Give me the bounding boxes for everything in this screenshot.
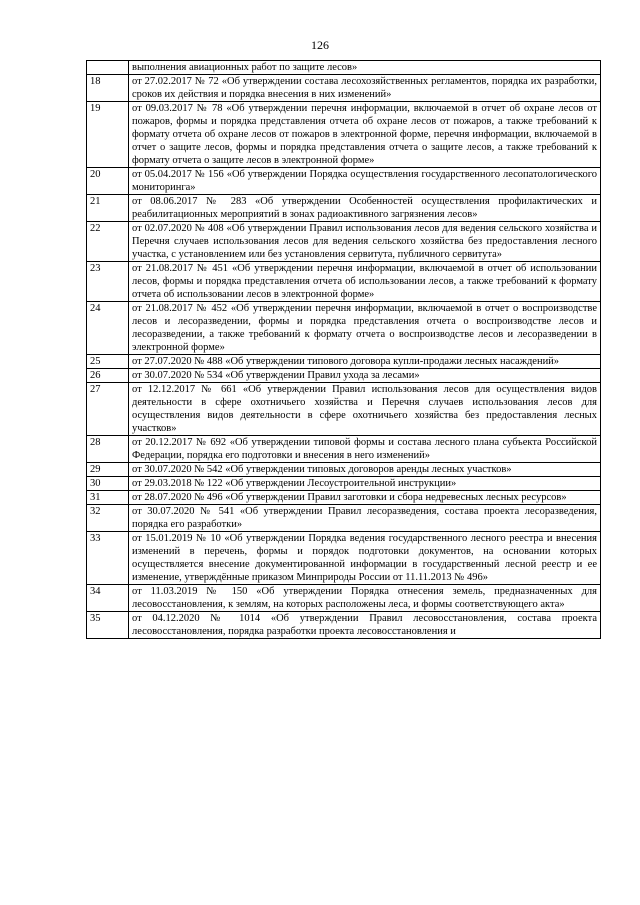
row-text: от 05.04.2017 № 156 «Об утверждении Порядка осуществления государственного лесопатологического мониторинга» — [129, 168, 601, 195]
regulations-table-body — [87, 61, 601, 639]
row-text: от 20.12.2017 № 692 «Об утверждении типовой формы и состава лесного плана субъекта Российской Федерации, порядка его подготовки и внесения в него изменений» — [129, 436, 601, 463]
row-text: от 08.06.2017 № 283 «Об утверждении Особенностей осуществления профилактических и реабилитационных мероприятий в зонах радиоактивного загрязнения лесов» — [129, 195, 601, 222]
row-number: 21 — [87, 195, 129, 222]
row-text: от 21.08.2017 № 452 «Об утверждении перечня информации, включаемой в отчет о воспроизводстве лесов и лесоразведении, формы и порядка представления отчета о воспроизводстве лесов и лесоразведении, а также требований к формату отчета о воспроизводстве лесов и лесоразведении в электронной форме» — [129, 302, 601, 355]
row-text: от 21.08.2017 № 451 «Об утверждении перечня информации, включаемой в отчет об использовании лесов, формы и порядка представления отчета об использовании лесов, а также требований к формату отчета об использовании лесов в электронной форме» — [129, 262, 601, 302]
table-row — [87, 491, 601, 505]
row-text: от 15.01.2019 № 10 «Об утверждении Порядка ведения государственного лесного реестра и внесения изменений в перечень, формы и порядок подготовки документов, на основании которых осуществляется внесение документированной информации в государственный лесной реестр и ее изменение, утверждённые приказом Минприроды России от 11.11.2013 № 496» — [129, 532, 601, 585]
row-number: 26 — [87, 369, 129, 383]
row-number: 27 — [87, 383, 129, 436]
row-text: от 29.03.2018 № 122 «Об утверждении Лесоустроительной инструкции» — [129, 477, 601, 491]
row-number: 25 — [87, 355, 129, 369]
row-text: от 30.07.2020 № 534 «Об утверждении Правил ухода за лесами» — [129, 369, 601, 383]
table-row — [87, 532, 601, 585]
table-row — [87, 75, 601, 102]
row-number — [87, 61, 129, 75]
table-row — [87, 585, 601, 612]
regulations-table — [86, 60, 601, 639]
table-row — [87, 383, 601, 436]
table-row — [87, 463, 601, 477]
row-number: 30 — [87, 477, 129, 491]
row-text: от 11.03.2019 № 150 «Об утверждении Порядка отнесения земель, предназначенных для лесовосстановления, к землям, на которых расположены леса, и формы соответствующего акта» — [129, 585, 601, 612]
table-row — [87, 195, 601, 222]
row-text: от 30.07.2020 № 541 «Об утверждении Правил лесоразведения, состава проекта лесоразведения, порядка его разработки» — [129, 505, 601, 532]
row-number: 23 — [87, 262, 129, 302]
table-row — [87, 168, 601, 195]
table-row — [87, 61, 601, 75]
row-number: 24 — [87, 302, 129, 355]
row-text: от 27.02.2017 № 72 «Об утверждении состава лесохозяйственных регламентов, порядка их разработки, сроков их действия и порядка внесения в них изменений» — [129, 75, 601, 102]
table-row — [87, 369, 601, 383]
row-number: 29 — [87, 463, 129, 477]
table-row — [87, 102, 601, 168]
row-text: выполнения авиационных работ по защите лесов» — [129, 61, 601, 75]
row-number: 34 — [87, 585, 129, 612]
table-row — [87, 262, 601, 302]
row-number: 18 — [87, 75, 129, 102]
row-text: от 28.07.2020 № 496 «Об утверждении Правил заготовки и сбора недревесных лесных ресурсов» — [129, 491, 601, 505]
table-row — [87, 222, 601, 262]
row-text: от 04.12.2020 № 1014 «Об утверждении Правил лесовосстановления, состава проекта лесовосстановления, порядка разработки проекта лесовосстановления и — [129, 612, 601, 639]
row-text: от 02.07.2020 № 408 «Об утверждении Правил использования лесов для ведения сельского хозяйства и Перечня случаев использования лесов для ведения сельского хозяйства без предоставления лесного участка, с установлением или без установления сервитута, публичного сервитута» — [129, 222, 601, 262]
row-number: 28 — [87, 436, 129, 463]
row-number: 32 — [87, 505, 129, 532]
row-text: от 30.07.2020 № 542 «Об утверждении типовых договоров аренды лесных участков» — [129, 463, 601, 477]
table-row — [87, 436, 601, 463]
table-row — [87, 302, 601, 355]
row-number: 35 — [87, 612, 129, 639]
row-text: от 09.03.2017 № 78 «Об утверждении перечня информации, включаемой в отчет об охране лесов от пожаров, формы и порядка представления отчета об охране лесов от пожаров, а также требований к формату отчета об охране лесов от пожаров в электронной форме, перечня информации, включаемой в отчет о защите лесов, формы и порядка представления отчета о защите лесов, а также требований к формату отчета о защите лесов в электронной форме» — [129, 102, 601, 168]
row-text: от 27.07.2020 № 488 «Об утверждении типового договора купли-продажи лесных насаждений» — [129, 355, 601, 369]
row-number: 33 — [87, 532, 129, 585]
row-number: 22 — [87, 222, 129, 262]
page-number: 126 — [311, 38, 329, 52]
row-number: 19 — [87, 102, 129, 168]
table-row — [87, 355, 601, 369]
table-row — [87, 505, 601, 532]
row-number: 31 — [87, 491, 129, 505]
row-number: 20 — [87, 168, 129, 195]
row-text: от 12.12.2017 № 661 «Об утверждении Правил использования лесов для осуществления видов деятельности в сфере охотничьего хозяйства и Перечня случаев использования лесов для осуществления видов деятельности в сфере охотничьего хозяйства без предоставления лесных участков» — [129, 383, 601, 436]
table-row — [87, 612, 601, 639]
table-row — [87, 477, 601, 491]
